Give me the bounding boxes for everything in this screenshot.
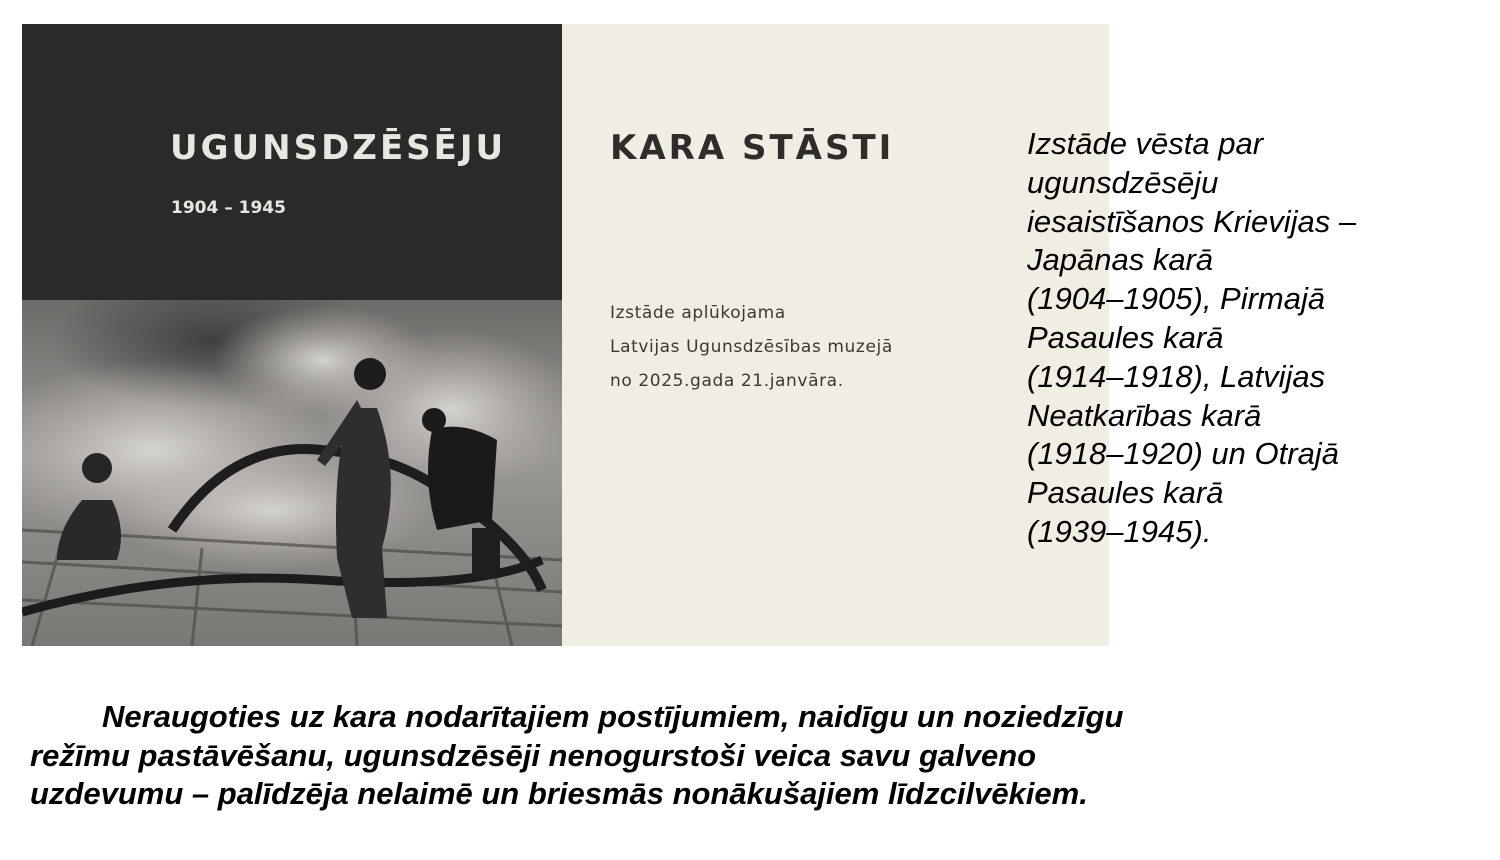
description-line: Pasaules karā: [1027, 319, 1224, 355]
poster-left-panel: [22, 24, 562, 646]
description-line: ugunsdzēsēju: [1027, 164, 1219, 200]
paragraph-line: Neraugoties uz kara nodarītajiem postījumiem, naidīgu un noziedzīgu: [102, 699, 1124, 734]
paragraph-line: režīmu pastāvēšanu, ugunsdzēsēji nenogurstoši veica savu galveno: [30, 737, 1037, 773]
poster-title-block: [22, 24, 562, 300]
poster-info: [610, 296, 893, 398]
description-line: Izstāde vēsta par: [1027, 126, 1264, 161]
poster-title-right: KARA STĀSTI: [610, 128, 895, 168]
description-line: Japānas karā: [1027, 242, 1214, 278]
paragraph-line: uzdevumu – palīdzēja nelaimē un briesmās nonākušajiem līdzcilvēkiem.: [30, 776, 1088, 811]
description-line: (1918–1920) un Otrajā: [1027, 436, 1339, 472]
exhibition-description: [1027, 125, 1487, 552]
exhibition-poster: [22, 24, 1109, 646]
poster-info-line: Izstāde aplūkojama: [610, 303, 786, 323]
description-line: (1939–1945).: [1027, 513, 1212, 549]
description-line: iesaistīšanos Krievijas –: [1027, 203, 1357, 239]
poster-info-line: no 2025.gada 21.janvāra.: [610, 371, 844, 391]
poster-info-line: Latvijas Ugunsdzēsības muzejā: [610, 337, 893, 357]
firefighters-photo: [22, 300, 562, 646]
closing-paragraph: [30, 698, 1470, 814]
description-line: Pasaules karā: [1027, 475, 1224, 511]
description-line: (1904–1905), Pirmajā: [1027, 281, 1326, 317]
description-line: (1914–1918), Latvijas: [1027, 358, 1326, 394]
poster-years: 1904 – 1945: [171, 198, 286, 218]
poster-title-left: UGUNSDZĒSĒJU: [170, 128, 507, 168]
description-line: Neatkarības karā: [1027, 397, 1262, 433]
